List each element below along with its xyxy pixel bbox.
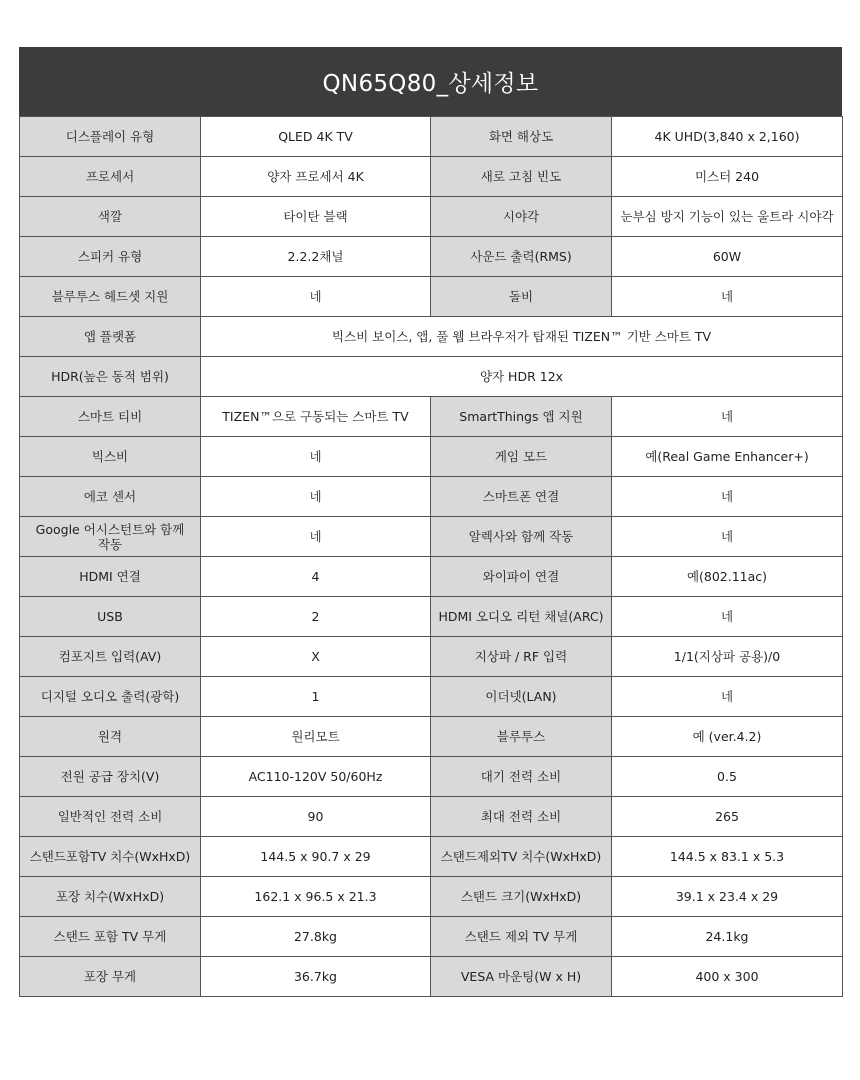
spec-label: 스탠드포함TV 치수(WxHxD) <box>20 837 201 877</box>
spec-value: 눈부심 방지 기능이 있는 울트라 시야각 <box>612 197 843 237</box>
spec-value: 162.1 x 96.5 x 21.3 <box>201 877 431 917</box>
spec-label: 새로 고침 빈도 <box>431 157 612 197</box>
spec-value: X <box>201 637 431 677</box>
page-title <box>19 47 842 116</box>
spec-value: 원리모트 <box>201 717 431 757</box>
table-row <box>20 197 843 237</box>
spec-value: 4 <box>201 557 431 597</box>
table-row <box>20 717 843 757</box>
table-row <box>20 157 843 197</box>
spec-value: TIZEN™으로 구동되는 스마트 TV <box>201 397 431 437</box>
spec-label: 스탠드 크기(WxHxD) <box>431 877 612 917</box>
table-row <box>20 517 843 557</box>
spec-value: 네 <box>201 437 431 477</box>
table-row <box>20 877 843 917</box>
spec-label: 빅스비 <box>20 437 201 477</box>
spec-label: HDR(높은 동적 범위) <box>20 357 201 397</box>
spec-value: 1/1(지상파 공용)/0 <box>612 637 843 677</box>
table-row <box>20 597 843 637</box>
spec-value: 24.1kg <box>612 917 843 957</box>
spec-value: 네 <box>201 277 431 317</box>
table-row <box>20 317 843 357</box>
table-row <box>20 957 843 997</box>
spec-label: HDMI 오디오 리턴 채널(ARC) <box>431 597 612 637</box>
spec-value: 네 <box>612 517 843 557</box>
spec-value: 265 <box>612 797 843 837</box>
spec-label: 에코 센서 <box>20 477 201 517</box>
spec-value: 2 <box>201 597 431 637</box>
table-row <box>20 837 843 877</box>
table-row <box>20 237 843 277</box>
table-row <box>20 557 843 597</box>
spec-label: 스마트폰 연결 <box>431 477 612 517</box>
spec-label: SmartThings 앱 지원 <box>431 397 612 437</box>
table-row <box>20 477 843 517</box>
spec-label: 컴포지트 입력(AV) <box>20 637 201 677</box>
spec-label: VESA 마운팅(W x H) <box>431 957 612 997</box>
spec-table-body <box>20 117 843 997</box>
spec-value: 36.7kg <box>201 957 431 997</box>
spec-label: 블루투스 <box>431 717 612 757</box>
page-title-text: QN65Q80_상세정보 <box>322 71 539 97</box>
spec-value: 네 <box>612 477 843 517</box>
spec-label: 앱 플랫폼 <box>20 317 201 357</box>
table-row <box>20 277 843 317</box>
spec-value: 39.1 x 23.4 x 29 <box>612 877 843 917</box>
spec-label: 프로세서 <box>20 157 201 197</box>
spec-value: 400 x 300 <box>612 957 843 997</box>
spec-label: Google 어시스턴트와 함께 작동 <box>20 517 201 557</box>
spec-label: 이더넷(LAN) <box>431 677 612 717</box>
spec-label: 사운드 출력(RMS) <box>431 237 612 277</box>
spec-label: 일반적인 전력 소비 <box>20 797 201 837</box>
spec-label: 최대 전력 소비 <box>431 797 612 837</box>
spec-sheet <box>19 47 842 997</box>
table-row <box>20 917 843 957</box>
spec-value: 예(802.11ac) <box>612 557 843 597</box>
spec-value: 네 <box>201 477 431 517</box>
table-row <box>20 117 843 157</box>
spec-label: 와이파이 연결 <box>431 557 612 597</box>
spec-label: 돌비 <box>431 277 612 317</box>
spec-value: 네 <box>612 597 843 637</box>
table-row <box>20 397 843 437</box>
spec-value: 1 <box>201 677 431 717</box>
spec-value: 2.2.2채널 <box>201 237 431 277</box>
spec-label: 스피커 유형 <box>20 237 201 277</box>
spec-value: 네 <box>612 677 843 717</box>
table-row <box>20 357 843 397</box>
spec-value: 네 <box>201 517 431 557</box>
spec-value: 144.5 x 90.7 x 29 <box>201 837 431 877</box>
spec-label: USB <box>20 597 201 637</box>
spec-value: 0.5 <box>612 757 843 797</box>
spec-label: 전원 공급 장치(V) <box>20 757 201 797</box>
table-row <box>20 677 843 717</box>
spec-value: AC110-120V 50/60Hz <box>201 757 431 797</box>
spec-value: 네 <box>612 277 843 317</box>
spec-label: 지상파 / RF 입력 <box>431 637 612 677</box>
spec-label: 스마트 티비 <box>20 397 201 437</box>
spec-value: 예(Real Game Enhancer+) <box>612 437 843 477</box>
spec-value: 미스터 240 <box>612 157 843 197</box>
spec-label: 대기 전력 소비 <box>431 757 612 797</box>
spec-value: 예 (ver.4.2) <box>612 717 843 757</box>
spec-label: 화면 해상도 <box>431 117 612 157</box>
spec-label: 포장 치수(WxHxD) <box>20 877 201 917</box>
spec-label: 게임 모드 <box>431 437 612 477</box>
spec-value: 빅스비 보이스, 앱, 풀 웹 브라우저가 탑재된 TIZEN™ 기반 스마트 TV <box>201 317 843 357</box>
spec-label: 알렉사와 함께 작동 <box>431 517 612 557</box>
table-row <box>20 757 843 797</box>
spec-value: QLED 4K TV <box>201 117 431 157</box>
spec-label: 포장 무게 <box>20 957 201 997</box>
table-row <box>20 797 843 837</box>
spec-label: 디스플레이 유형 <box>20 117 201 157</box>
spec-label: 디지털 오디오 출력(광학) <box>20 677 201 717</box>
spec-label: 색깔 <box>20 197 201 237</box>
table-row <box>20 437 843 477</box>
spec-value: 144.5 x 83.1 x 5.3 <box>612 837 843 877</box>
spec-value: 타이탄 블랙 <box>201 197 431 237</box>
spec-value: 4K UHD(3,840 x 2,160) <box>612 117 843 157</box>
spec-value: 네 <box>612 397 843 437</box>
spec-value: 27.8kg <box>201 917 431 957</box>
spec-table <box>19 116 843 997</box>
spec-value: 양자 HDR 12x <box>201 357 843 397</box>
spec-label: 시야각 <box>431 197 612 237</box>
spec-value: 양자 프로세서 4K <box>201 157 431 197</box>
table-row <box>20 637 843 677</box>
spec-label: 스탠드 제외 TV 무게 <box>431 917 612 957</box>
spec-label: 스탠드 포함 TV 무게 <box>20 917 201 957</box>
spec-label: 원격 <box>20 717 201 757</box>
spec-value: 90 <box>201 797 431 837</box>
spec-label: HDMI 연결 <box>20 557 201 597</box>
spec-label: 스탠드제외TV 치수(WxHxD) <box>431 837 612 877</box>
spec-value: 60W <box>612 237 843 277</box>
spec-label: 블루투스 헤드셋 지원 <box>20 277 201 317</box>
